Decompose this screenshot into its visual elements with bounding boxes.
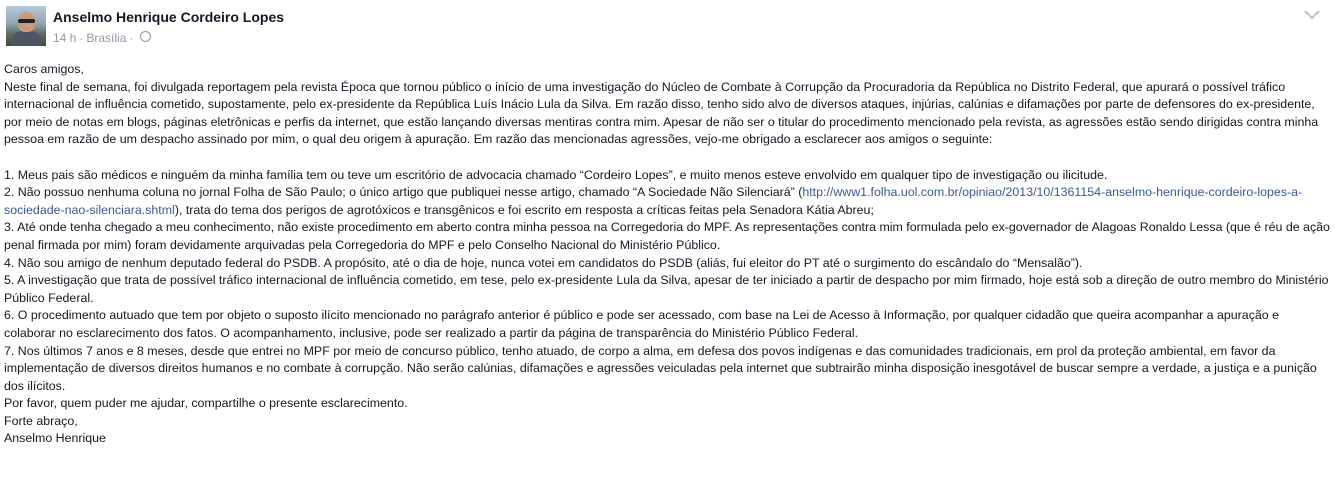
item-1: 1. Meus pais são médicos e ninguém da minha família tem ou teve um escritório de advocacia chamado “Cordeiro Lopes”, e muito menos esteve envolvido em qualquer tipo de investigação ou ilicitude.: [4, 167, 1108, 182]
folha-article-link[interactable]: http://www1.folha.uol.com.br/opiniao/2013/10/1361154-anselmo-henrique-cordeiro-lopes-a-sociedade-nao-silenciara.shtml: [4, 185, 1303, 217]
item-2-text-after: ), trata do tema dos perigos de agrotóxicos e transgênicos e foi escrito em resposta a críticas feitas pela Senadora Kátia Abreu;: [174, 202, 874, 217]
chevron-down-icon[interactable]: [1303, 8, 1321, 22]
item-2: [4, 184, 1330, 219]
meta-separator: ·: [79, 30, 84, 45]
author-name[interactable]: Anselmo Henrique Cordeiro Lopes: [53, 9, 285, 25]
item-5: 5. A investigação que trata de possível tráfico internacional de influência cometido, em tese, pelo ex-presidente Lula da Silva, apesar de ter iniciado a partir de despacho por mim firmado, hoje está sob a direção de outro membro do Ministério Público Federal.: [4, 273, 1329, 305]
item-7: 7. Nos últimos 7 anos e 8 meses, desde que entrei no MPF por meio de concurso público, tenho atuado, de corpo a alma, em defesa dos povos indígenas e das comunidades tradicionais, em prol da proteção ambiental, em favor da implementação de diversos direitos humanos e no combate à corrupção. Não serão calúnias, difamações e agressões veiculadas pela internet que subtrairão minha disposição inesgotável de buscar sempre a verdade, a justiça e a punição dos ilícitos.: [4, 343, 1317, 393]
signature: Anselmo Henrique: [4, 431, 106, 446]
globe-icon[interactable]: [140, 31, 151, 42]
closing-request: Por favor, quem puder me ajudar, compartilhe o presente esclarecimento.: [4, 396, 408, 411]
post-time[interactable]: 14 h: [53, 30, 77, 45]
item-2-text-before: 2. Não possuo nenhuma coluna no jornal Folha de São Paulo; o único artigo que publiquei nesse artigo, chamado “A Sociedade Não Silenciará” (: [4, 185, 803, 200]
item-6: 6. O procedimento autuado que tem por objeto o suposto ilícito mencionado no parágrafo anterior é público e pode ser acessado, com base na Lei de Acesso à Informação, por qualquer cidadão que queira acompanhar a apuração e colaborar no esclarecimento dos fatos. O acompanhamento, inclusive, pode ser realizado a partir da página de transparência do Ministério Público Federal.: [4, 308, 1280, 340]
intro-paragraph: Neste final de semana, foi divulgada reportagem pela revista Época que tornou público o início de uma investigação do Núcleo de Combate à Corrupção da Procuradoria da República no Distrito Federal, que apurará o possível tráfico internacional de influência cometido, supostamente, pelo ex-presidente da República Luís Inácio Lula da Silva. Em razão disso, tenho sido alvo de diversos ataques, injúrias, calúnias e difamações por parte de defensores do ex-presidente, por meio de notas em blogs, páginas eletrônicas e perfis da internet, que estão lançando diversas mentiras contra mim. Apesar de não ser o titular do procedimento mencionado pela revista, as agressões estão sendo dirigidas contra minha pessoa em razão de um despacho assinado por mim, o qual deu origem à apuração. Em razão das mencionadas agressões, vejo-me obrigado a esclarecer aos amigos o seguinte:: [4, 79, 1319, 147]
avatar[interactable]: [6, 6, 46, 46]
post-meta: [53, 30, 151, 45]
greeting: Caros amigos,: [4, 62, 84, 76]
paragraph-gap: [4, 149, 1330, 167]
farewell: Forte abraço,: [4, 413, 78, 428]
meta-separator: ·: [129, 30, 134, 45]
post-location[interactable]: Brasília: [86, 30, 127, 45]
post-content: [4, 61, 1330, 448]
item-4: 4. Não sou amigo de nenhum deputado federal do PSDB. A propósito, até o dia de hoje, nunca votei em candidatos do PSDB (aliás, fui eleitor do PT até o surgimento do escândalo do “Mensalão”).: [4, 255, 1083, 270]
item-3: 3. Até onde tenha chegado a meu conhecimento, não existe procedimento em aberto contra minha pessoa na Corregedoria do MPF. As representações contra mim formulada pelo ex-governador de Alagoas Ronaldo Lessa (que é réu de ação penal firmada por mim) foram devidamente arquivadas pela Corregedoria do MPF e pelo Conselho Nacional do Ministério Público.: [4, 220, 1330, 252]
